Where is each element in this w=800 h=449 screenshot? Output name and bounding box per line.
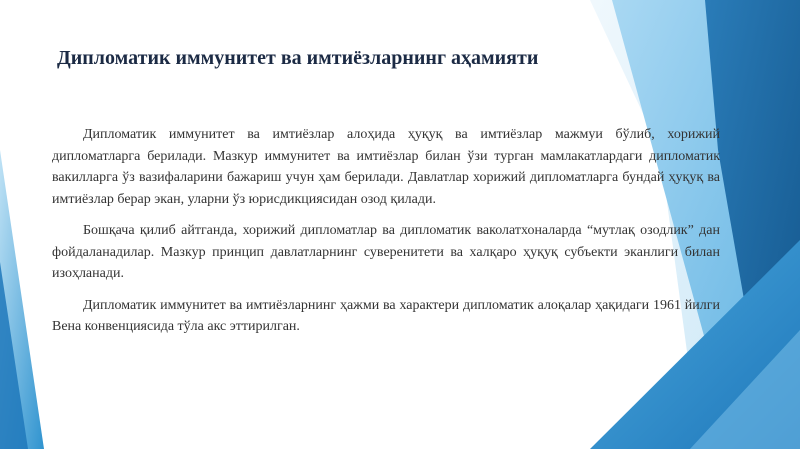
paragraph-3: Дипломатик иммунитет ва имтиёзларнинг ҳажми ва характери дипломатик алоқалар ҳақидаги 1961 йилги Вена конвенциясида тўла акс эттирилган.	[52, 297, 720, 334]
slide-title: Дипломатик иммунитет ва имтиёзларнинг аҳамияти	[57, 47, 539, 69]
paragraph-2: Бошқача қилиб айтганда, хорижий дипломатлар ва дипломатик ваколатхоналарда “мутлақ озодлик” дан фойдаланадилар. Мазкур принцип давлатларнинг суверенитети ва халқаро ҳуқуқ субъекти эканлиги билан изоҳланади.	[52, 223, 720, 281]
paragraph-1: Дипломатик иммунитет ва имтиёзлар алоҳида ҳуқуқ ва имтиёзлар мажмуи бўлиб, хорижий дипломатларга берилади. Мазкур иммунитет ва имтиёзлар билан ўзи турган мамлакатлардаги дипломатик вакилларга ўз вазифаларини бажариш учун ҳам берилади. Давлатлар хорижий дипломатларга бундай ҳуқуқ ва имтиёзлар берар экан, уларни ўз юрисдикциясидан озод қилади.	[52, 127, 720, 207]
slide-body	[52, 124, 720, 348]
